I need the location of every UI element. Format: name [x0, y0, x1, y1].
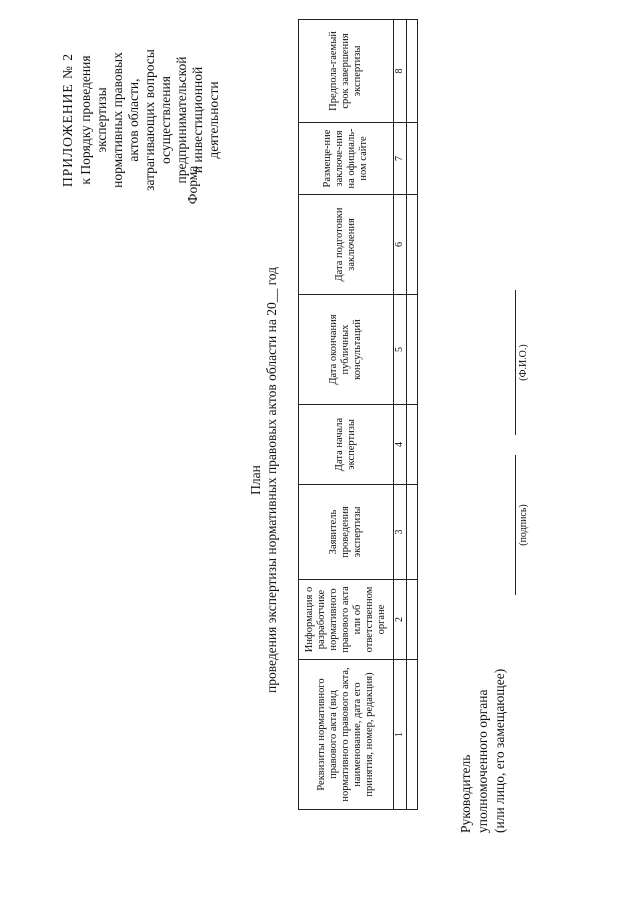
- signature-line: [515, 455, 516, 595]
- table-cell: [407, 405, 418, 485]
- table-row: [407, 20, 418, 810]
- table-cell: [407, 295, 418, 405]
- appendix-title: ПРИЛОЖЕНИЕ № 2: [60, 52, 75, 188]
- plan-heading: [248, 255, 280, 705]
- table-cell: [407, 195, 418, 295]
- name-line: [515, 290, 516, 435]
- table-cell: [407, 485, 418, 580]
- header-cell-applicant: Заявитель проведения экспертизы: [299, 485, 394, 580]
- header-cell-consultations-end: Дата окончания публичных консультаций: [299, 295, 394, 405]
- header-cell-publication: Размеще-ние заключе-ния на официаль-ном сайте: [299, 123, 394, 195]
- header-cell-start-date: Дата начала экспертизы: [299, 405, 394, 485]
- header-cell-requisites: Реквизиты нормативного правового акта (вид нормативного правового акта, наименование, дата его принятия, номер, редакция): [299, 660, 394, 810]
- table-number-row: [394, 20, 407, 810]
- plan-title: План: [248, 465, 263, 495]
- table-header-row: [299, 20, 394, 810]
- header-cell-deadline: Предпола-гаемый срок завершения экспертизы: [299, 20, 394, 123]
- column-number: 5: [394, 295, 407, 405]
- appendix-line: и инвестиционной деятельности: [190, 66, 221, 174]
- form-label: Форма: [185, 165, 200, 205]
- appendix-line: нормативных правовых актов области,: [110, 52, 141, 188]
- column-number: 6: [394, 195, 407, 295]
- column-number: 3: [394, 485, 407, 580]
- table-cell: [407, 20, 418, 123]
- appendix-line: к Порядку проведения экспертизы: [78, 55, 109, 185]
- name-caption: (Ф.И.О.): [518, 344, 529, 381]
- plan-subtitle: проведения экспертизы нормативных правовых актов области на 20__ год: [264, 266, 279, 694]
- column-number: 2: [394, 580, 407, 660]
- plan-table: [298, 19, 418, 810]
- signatory-line: Руководитель: [458, 754, 473, 833]
- header-cell-developer: Информация о разработчике нормативного правового акта или об ответственном органе: [299, 580, 394, 660]
- appendix-line: осуществления предпринимательской: [158, 56, 189, 184]
- signatory-line: (или лицо, его замещающее): [492, 668, 507, 833]
- column-number: 7: [394, 123, 407, 195]
- appendix-line: затрагивающих вопросы: [142, 49, 157, 191]
- signatory-line: уполномоченного органа: [475, 689, 490, 833]
- column-number: 4: [394, 405, 407, 485]
- header-cell-conclusion-date: Дата подготовки заключения: [299, 195, 394, 295]
- table-cell: [407, 123, 418, 195]
- table-cell: [407, 580, 418, 660]
- table-cell: [407, 660, 418, 810]
- column-number: 1: [394, 660, 407, 810]
- column-number: 8: [394, 20, 407, 123]
- signatory-block: [457, 633, 508, 833]
- signature-caption: (подпись): [518, 504, 529, 546]
